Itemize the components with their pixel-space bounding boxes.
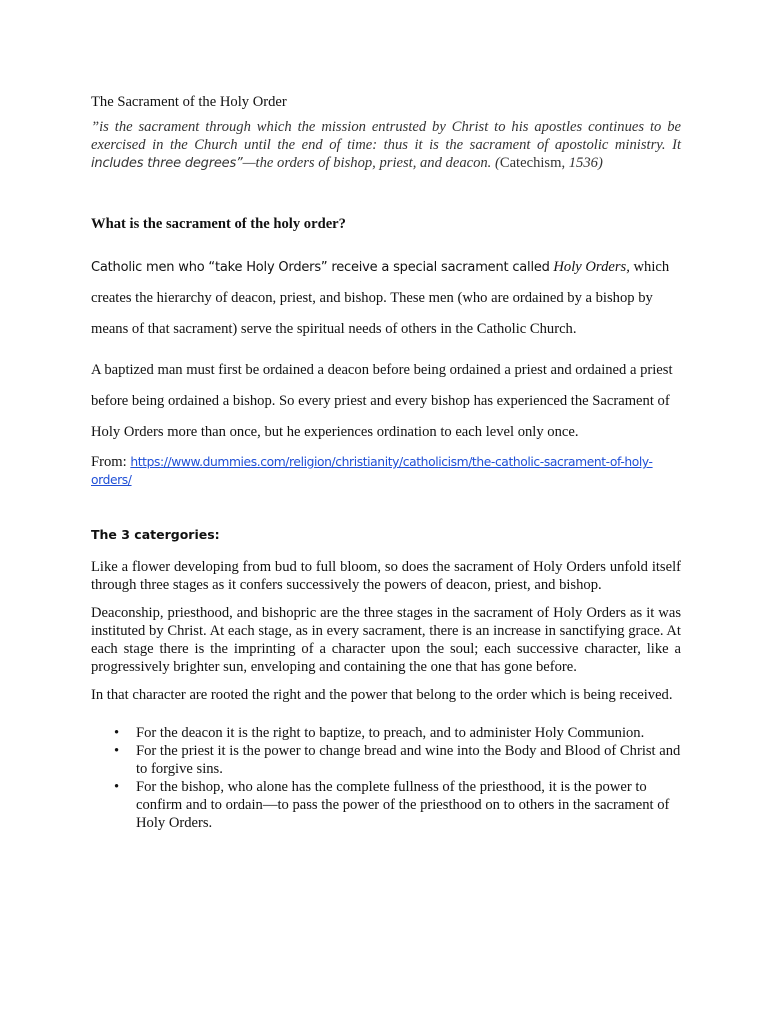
paragraph-character: In that character are rooted the right and the power that belong to the order which is being received. [91, 687, 673, 703]
catechism-quote [91, 118, 681, 173]
quote-text: ”is the sacrament through which the mission entrusted by Christ to his apostles continues to be exercised in the Church until the end of time: thus it is the sacrament of apostolic ministry. It [91, 119, 681, 153]
paragraph-ordination: A baptized man must first be ordained a deacon before being ordained a priest and ordained a priest before being ordained a bishop. So every priest and every bishop has experienced the Sacrament of Holy Orders more than once, but he experiences ordination to each level only once. [91, 362, 673, 440]
quote-text-orders: —the orders of bishop, priest, and deacon. ( [242, 155, 500, 171]
section-heading-question: What is the sacrament of the holy order? [91, 216, 346, 232]
list-item-deacon: • For the deacon it is the right to baptize, to preach, and to administer Holy Communion. [136, 724, 681, 742]
source-label: From: [91, 454, 127, 470]
document-title: The Sacrament of the Holy Order [91, 94, 287, 110]
paragraph-holy-orders [91, 252, 681, 345]
source-line [91, 453, 681, 489]
document-body [91, 93, 681, 832]
paragraph-lead: Catholic men who “take Holy Orders” receive a special sacrament called [91, 260, 550, 275]
quote-citation-source: Catechism, [499, 155, 566, 171]
paragraph-rest: which creates the hierarchy of deacon, priest, and bishop. These men (who are ordained by a bishop by means of that sacrament) serve the spiritual needs of others in the Catholic Church. [91, 259, 670, 337]
list-item-priest: • For the priest it is the power to change bread and wine into the Body and Blood of Christ and to forgive sins. [136, 742, 681, 778]
list-item-bishop: • For the bishop, who alone has the complete fullness of the priesthood, it is the power to confirm and to ordain—to pass the power of the priesthood on to others in the sacrament of Holy Orders. [136, 778, 681, 832]
quote-text-degrees: includes three degrees” [91, 156, 243, 171]
paragraph-emphasis: Holy Orders, [553, 259, 630, 275]
source-link[interactable]: https://www.dummies.com/religion/christianity/catholicism/the-catholic-sacrament-of-holy- orders/ [91, 455, 653, 487]
paragraph-stages: Deaconship, priesthood, and bishopric are the three stages in the sacrament of Holy Orders as it was instituted by Christ. At each stage, as in every sacrament, there is an increase in sanctifying grace. At each stage there is the imprinting of a character upon the soul; each successive character, like a progressively brighter sun, enveloping and containing the one that has gone before. [91, 605, 681, 675]
section-heading-categories: The 3 catergories: [91, 527, 220, 542]
powers-list [91, 724, 681, 832]
quote-citation-number: 1536) [565, 155, 603, 171]
paragraph-flower: Like a flower developing from bud to full bloom, so does the sacrament of Holy Orders unfold itself through three stages as it confers successively the powers of deacon, priest, and bishop. [91, 559, 681, 593]
